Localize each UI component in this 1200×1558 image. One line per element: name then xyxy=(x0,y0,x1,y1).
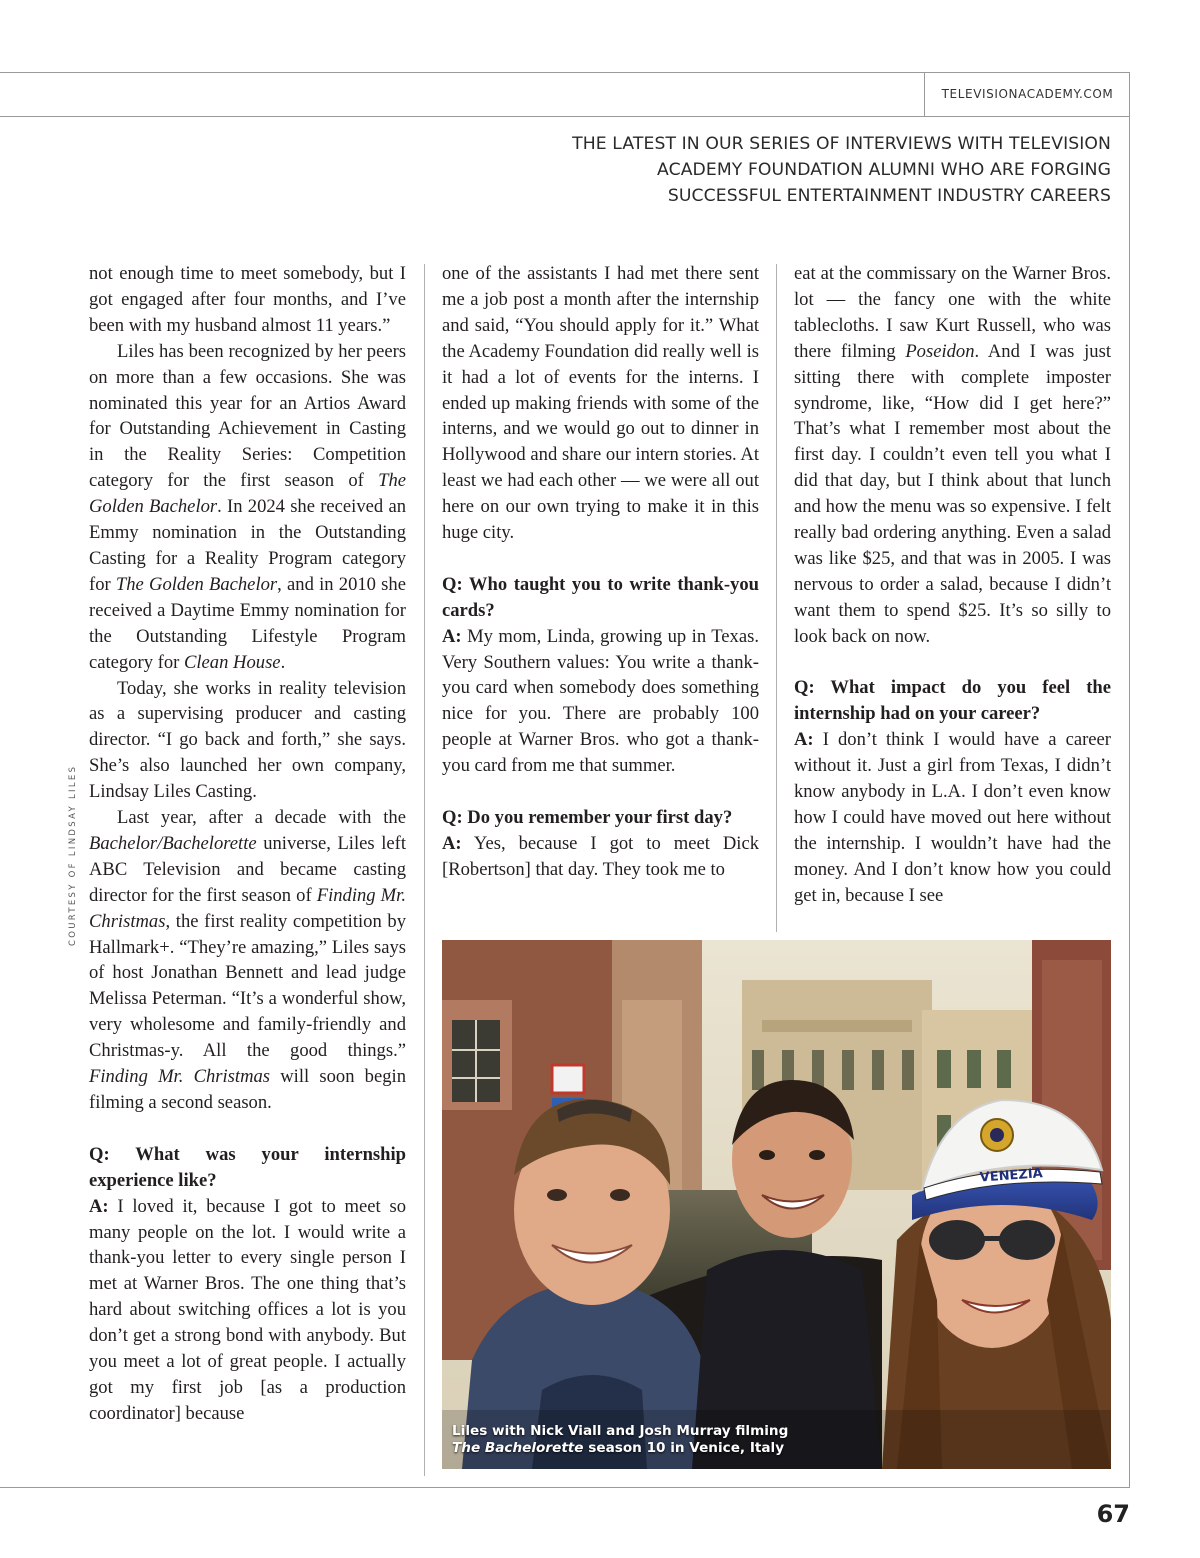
paragraph xyxy=(794,261,1111,650)
answer xyxy=(89,1194,406,1427)
answer-label: A: xyxy=(442,625,462,647)
text: . In 2024 she received an Emmy nomination in the Outstanding Casting for a Reality Program category for xyxy=(89,496,406,595)
text: eat at the commissary on the Warner Bros. lot — the fancy one with the white tablecloths. I saw Kurt Russell, who was there filming xyxy=(794,263,1111,362)
right-rule xyxy=(1129,72,1130,1488)
paragraph: not enough time to meet somebody, but I got engaged after four months, and I’ve been with my husband almost 11 years.” xyxy=(89,263,406,336)
text: , and in 2010 she received a Daytime Emmy nomination for the Outstanding Lifestyle Program category for xyxy=(89,573,406,673)
article-column-2 xyxy=(442,261,759,883)
bottom-rule xyxy=(0,1487,1130,1488)
text: . And I was just sitting there with complete imposter syndrome, like, “How did I get here?” That’s what I remember most about the first day. I couldn’t even tell you what I did that day, but I think about that lunch and how the menu was so expensive. I felt really bad ordering anything. Even a salad was like $25, and that was in 2005. I was nervous to order a salad, because I didn’t want them to spend $25. It’s so silly to look back on now. xyxy=(794,340,1111,647)
paragraph xyxy=(89,805,406,1116)
venice-photo xyxy=(442,940,1111,1469)
text: My mom, Linda, growing up in Texas. Very Southern values: You write a thank-you card when somebody does something nice for you. There are probably 100 people at Warner Bros. who got a thank-you card from me that summer. xyxy=(442,625,759,777)
question: Q: Do you remember your first day? xyxy=(442,807,733,828)
series-intro xyxy=(440,131,1111,209)
caption-line: Liles with Nick Viall and Josh Murray filming xyxy=(452,1423,789,1439)
show-title: Finding Mr. Christmas xyxy=(89,884,406,932)
text: universe, Liles left ABC Television and became casting director for the first season of xyxy=(89,832,406,906)
answer xyxy=(442,831,759,883)
text: season 10 in Venice, Italy xyxy=(583,1440,785,1456)
spacer xyxy=(794,650,1111,676)
show-title: The Golden Bachelor xyxy=(89,470,406,518)
show-title: Bachelor/Bachelorette xyxy=(89,832,257,854)
question: Q: Who taught you to write thank-you cards? xyxy=(442,573,759,621)
text: will soon begin filming a second season. xyxy=(89,1066,406,1113)
photo-credit: COURTESY OF LINDSAY LILES xyxy=(68,764,78,946)
paragraph: Today, she works in reality television as a supervising producer and casting director. “I go back and forth,” she says. She’s also launched her own company, Lindsay Liles Casting. xyxy=(89,677,406,803)
text: I don’t think I would have a career without it. Just a girl from Texas, I didn’t know anybody in L.A. I don’t even know how I could have moved out here without the internship. I wouldn’t have had the money. And I don’t know how you could get in, because I see xyxy=(794,729,1111,906)
article-column-1 xyxy=(89,261,406,1427)
answer xyxy=(794,727,1111,908)
series-line: SUCCESSFUL ENTERTAINMENT INDUSTRY CAREERS xyxy=(667,186,1111,206)
column-separator xyxy=(424,264,425,1476)
paragraph xyxy=(89,339,406,676)
film-title: Poseidon xyxy=(905,340,975,362)
text: Last year, after a decade with the xyxy=(117,807,406,829)
text: I loved it, because I got to meet so many people on the lot. I would write a thank-you letter to every single person I met at Warner Bros. The one thing that’s hard about switching offices a lot is you don’t get a strong bond with anybody. But you meet a lot of great people. I actually got my first job [as a production coordinator] because xyxy=(89,1195,406,1424)
answer-label: A: xyxy=(794,729,814,751)
spacer xyxy=(442,779,759,805)
show-title: Finding Mr. Christmas xyxy=(89,1066,271,1088)
hat-lettering: VENEZIA xyxy=(979,1166,1044,1186)
series-line: THE LATEST IN OUR SERIES OF INTERVIEWS WITH TELEVISION xyxy=(572,134,1111,154)
answer-label: A: xyxy=(442,832,462,854)
header-rule xyxy=(0,116,1130,117)
answer-label: A: xyxy=(89,1195,109,1217)
spacer xyxy=(89,1116,406,1142)
caption-line xyxy=(452,1440,788,1457)
photo-illustration xyxy=(442,940,1111,1469)
answer xyxy=(442,624,759,779)
show-title: Clean House xyxy=(183,651,281,673)
site-url: TELEVISIONACADEMY.COM xyxy=(941,87,1114,101)
text: Yes, because I got to meet Dick [Robertson] that day. They took me to xyxy=(442,832,759,880)
text: , the first reality competition by Hallmark+. “They’re amazing,” Liles says of host Jonathan Bennett and lead judge Melissa Peterman. “It’s a wonderful show, very wholesome and family-friendly and Christmas-y. All the good things.” xyxy=(89,910,406,1062)
question: Q: What impact do you feel the internship had on your career? xyxy=(794,677,1111,725)
text: . xyxy=(280,651,286,673)
column-separator xyxy=(776,264,777,932)
paragraph: one of the assistants I had met there sent me a job post a month after the internship and said, “You should apply for it.” What the Academy Foundation did really well is it had a lot of events for the interns. I ended up making friends with some of the interns, and we would go out to dinner in Hollywood and share our intern stories. At least we had each other — we were all out here on our own trying to make it in this huge city. xyxy=(442,263,759,544)
question: Q: What was your internship experience like? xyxy=(89,1143,406,1191)
show-title: The Golden Bachelor xyxy=(115,573,278,595)
article-column-3 xyxy=(794,261,1111,909)
text: Liles has been recognized by her peers on more than a few occasions. She was nominated this year for an Artios Award for Outstanding Achievement in Casting in the Reality Series: Competition category for the first season of xyxy=(89,340,406,492)
page-number: 67 xyxy=(1096,1500,1130,1528)
spacer xyxy=(442,546,759,572)
series-line: ACADEMY FOUNDATION ALUMNI WHO ARE FORGING xyxy=(657,160,1111,180)
photo-caption xyxy=(452,1423,788,1457)
show-title: The Bachelorette xyxy=(452,1440,584,1456)
